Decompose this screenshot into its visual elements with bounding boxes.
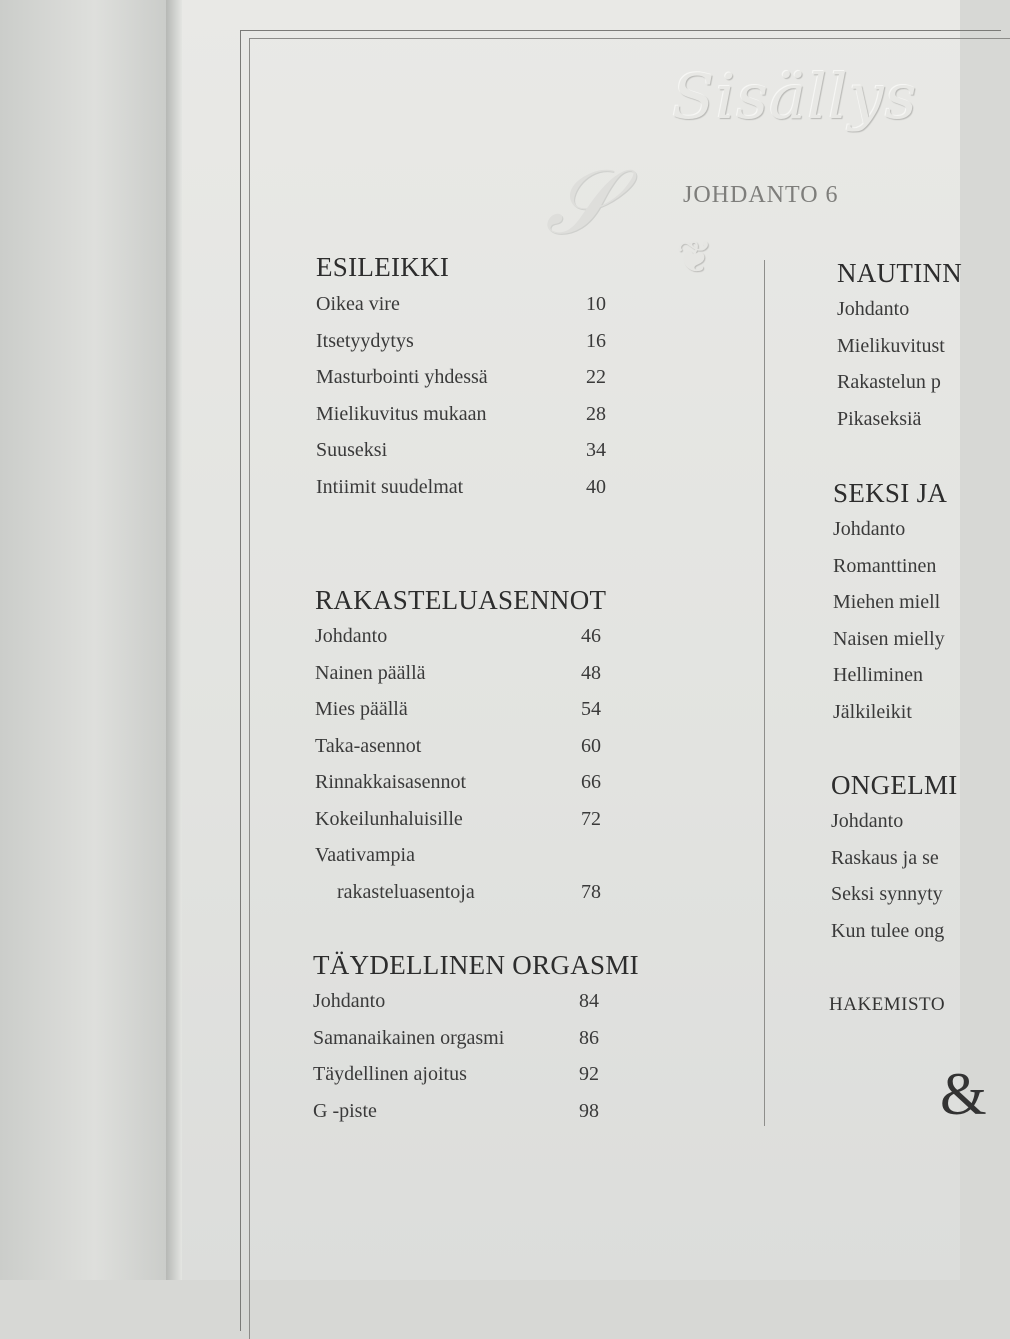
toc-entry: Pikaseksiä (837, 407, 922, 430)
toc-entry: rakasteluasentoja 78 (337, 880, 601, 903)
column-divider (764, 260, 765, 1126)
section-taydellinen-orgasmi (313, 950, 639, 1130)
toc-entry: Naisen mielly (833, 627, 945, 650)
toc-entry: Mielikuvitust (837, 334, 945, 357)
toc-entry: Mielikuvitus mukaan 28 (316, 402, 606, 425)
toc-entry: Jälkileikit (833, 700, 912, 723)
section-title: TÄYDELLINEN ORGASMI (313, 950, 639, 980)
book-gutter (166, 0, 182, 1280)
toc-entry: Täydellinen ajoitus 92 (313, 1063, 599, 1085)
toc-entry: Samanaikainen orgasmi 86 (313, 1026, 599, 1049)
toc-entry: Romanttinen (833, 554, 937, 577)
toc-entry: Johdanto (837, 298, 910, 320)
section-nautinn (837, 258, 962, 438)
section-title: NAUTINN (837, 258, 963, 288)
toc-entry: Rinnakkaisasennot 66 (315, 771, 601, 793)
toc-entry: Nainen päällä 48 (315, 661, 601, 684)
toc-entry: Johdanto 84 (313, 990, 599, 1012)
intro-entry: JOHDANTO 6 (683, 182, 839, 208)
toc-entry: Seksi synnyty (831, 883, 943, 905)
flourish-icon: & (940, 1061, 987, 1127)
toc-entry: Intiimit suudelmat 40 (316, 475, 606, 498)
section-rakasteluasennot (315, 585, 606, 911)
section-ongelmi (831, 770, 958, 950)
toc-entry: G -piste 98 (313, 1099, 599, 1122)
rose-icon: ❦ (676, 233, 713, 282)
section-title: ESILEIKKI (316, 252, 450, 282)
toc-entry: Oikea vire 10 (316, 293, 606, 315)
toc-entry: Taka-asennot 60 (315, 734, 601, 757)
left-page-edge (0, 0, 172, 1280)
section-title: ONGELMI (831, 770, 958, 800)
toc-entry: Mies päällä 54 (315, 698, 601, 720)
section-esileikki (316, 252, 606, 506)
toc-entry: Helliminen (833, 664, 923, 686)
section-title: SEKSI JA (833, 478, 948, 508)
show-through-script: 𝒮 (545, 150, 615, 255)
toc-entry: Vaativampia (315, 844, 415, 866)
toc-entry: Johdanto (831, 810, 904, 832)
toc-entry: Raskaus ja se (831, 846, 939, 869)
toc-entry: Rakastelun p (837, 371, 941, 393)
page-title: Sisällys (672, 60, 918, 133)
toc-entry: Kokeilunhaluisille 72 (315, 807, 601, 830)
toc-entry: Itsetyydytys 16 (316, 329, 606, 352)
toc-entry: Kun tulee ong (831, 919, 945, 942)
toc-entry: Suuseksi 34 (316, 439, 606, 461)
toc-entry: Johdanto 46 (315, 625, 601, 647)
toc-entry: Masturbointi yhdessä 22 (316, 366, 606, 388)
toc-entry: Johdanto (833, 518, 906, 540)
index-entry: HAKEMISTO (829, 994, 946, 1015)
section-seksi-ja (833, 478, 947, 731)
toc-entry: Miehen miell (833, 591, 941, 613)
section-title: RAKASTELUASENNOT (315, 585, 607, 615)
